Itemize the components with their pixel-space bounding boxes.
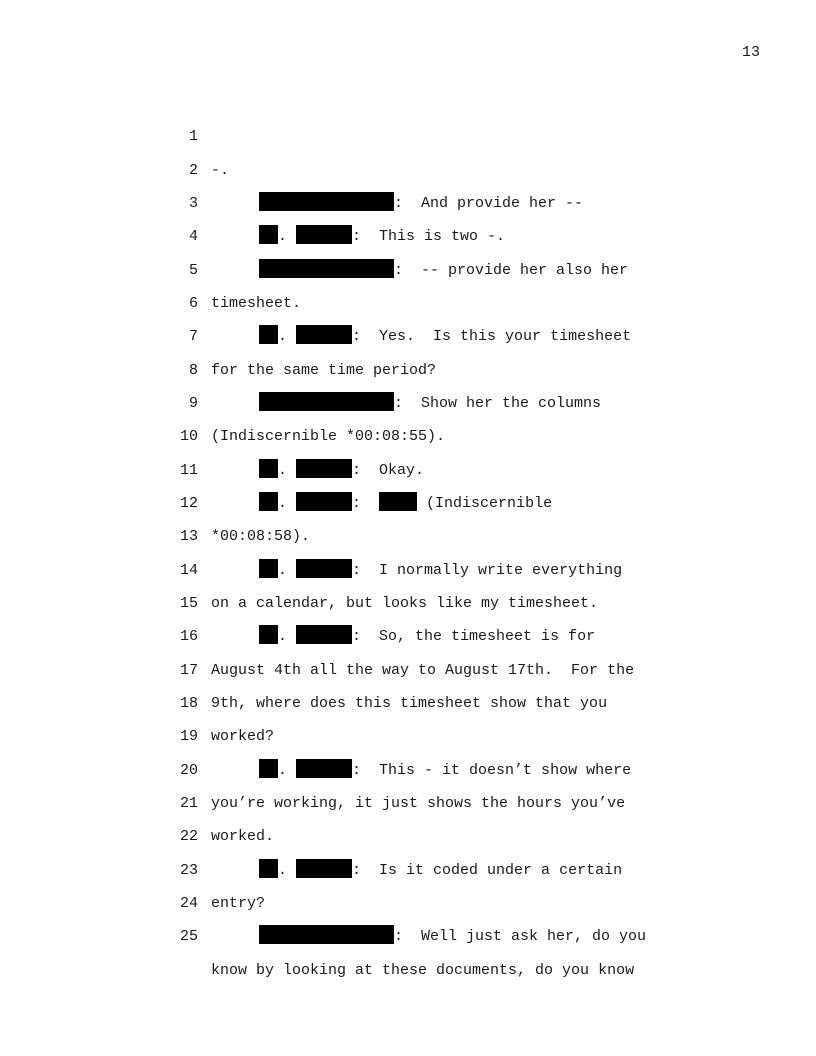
line-text: : This - it doesn’t show where — [352, 761, 632, 779]
redaction-block — [259, 925, 394, 944]
line-text: timesheet. — [211, 294, 302, 312]
speaker-period: . — [278, 228, 288, 246]
line-number: 25 — [179, 928, 198, 946]
line-text: *00:08:58). — [211, 528, 311, 546]
line-text: : Well just ask her, do you — [394, 928, 647, 946]
line-text: entry? — [211, 894, 266, 912]
line-number: 8 — [188, 361, 198, 379]
line-number: 11 — [179, 461, 198, 479]
line-number: 20 — [179, 761, 198, 779]
line-text: August 4th all the way to August 17th. For the — [211, 661, 635, 679]
line-number: 15 — [179, 594, 198, 612]
line-text: : -- provide her also her — [394, 261, 629, 279]
line-text: : Show her the columns — [394, 394, 602, 412]
line-number: 5 — [188, 261, 198, 279]
line-number: 12 — [179, 494, 198, 512]
line-number: 13 — [179, 528, 198, 546]
line-number: 21 — [179, 794, 198, 812]
line-text: : Yes. Is this your timesheet — [352, 328, 632, 346]
line-number: 16 — [179, 628, 198, 646]
line-number: 6 — [188, 294, 198, 312]
line-text: for the same time period? — [211, 361, 437, 379]
line-number: 3 — [188, 194, 198, 212]
transcript-line-6 — [0, 254, 816, 346]
line-text: you’re working, it just shows the hours you’ve — [211, 794, 626, 812]
line-text: worked? — [211, 728, 275, 746]
line-text: 9th, where does this timesheet show that you — [211, 694, 608, 712]
speaker-period: . — [278, 861, 288, 879]
speaker-period: . — [278, 561, 288, 579]
line-number: 2 — [188, 161, 198, 179]
line-text: : Okay. — [352, 461, 425, 479]
line-number: 1 — [188, 128, 198, 146]
line-text: : And provide her -- — [394, 194, 584, 212]
speaker-period: . — [278, 328, 288, 346]
line-text: : This is two -. — [352, 228, 506, 246]
speaker-period: . — [278, 461, 288, 479]
line-number: 7 — [188, 328, 198, 346]
transcript-body — [0, 87, 816, 979]
line-number: 18 — [179, 694, 198, 712]
line-text: know by looking at these documents, do you know — [211, 961, 635, 979]
speaker-colon: : — [352, 494, 380, 512]
line-text: -. — [211, 161, 230, 179]
line-number: 23 — [179, 861, 198, 879]
line-text: : Is it coded under a certain — [352, 861, 623, 879]
line-number: 4 — [188, 228, 198, 246]
transcript-line-2 — [0, 120, 816, 212]
line-text: on a calendar, but looks like my timesheet. — [211, 594, 599, 612]
line-number: 10 — [179, 428, 198, 446]
line-text: : So, the timesheet is for — [352, 628, 596, 646]
line-text: : I normally write everything — [352, 561, 623, 579]
speaker-period: . — [278, 494, 288, 512]
line-text: (Indiscernible *00:08:55). — [211, 428, 446, 446]
line-number: 22 — [179, 828, 198, 846]
line-number: 14 — [179, 561, 198, 579]
transcript-line-1 — [0, 87, 816, 179]
line-number: 17 — [179, 661, 198, 679]
speaker-period: . — [278, 628, 288, 646]
line-number: 19 — [179, 728, 198, 746]
page-number: 13 — [742, 44, 761, 61]
line-number: 9 — [188, 394, 198, 412]
line-number: 24 — [179, 894, 198, 912]
line-text: worked. — [211, 828, 275, 846]
line-text: (Indiscernible — [417, 494, 553, 512]
speaker-period: . — [278, 761, 288, 779]
